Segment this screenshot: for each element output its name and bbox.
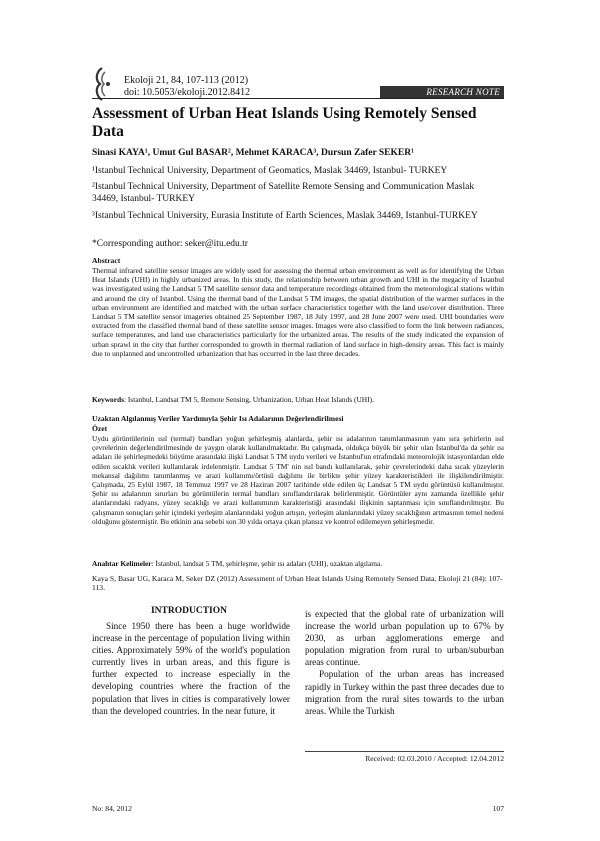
turkish-keywords xyxy=(92,559,504,568)
affiliation-2: ²Istanbul Technical University, Department of Satellite Remote Sensing and Communication Maslak 34469, Istanbul- TURKEY xyxy=(92,182,475,204)
footer-issue: No: 84, 2012 xyxy=(92,804,132,813)
abstract-keywords xyxy=(92,395,504,404)
citation: Kaya S, Basar UG, Karaca M, Seker DZ (2012) Assessment of Urban Heat Islands Using Remotely Sensed Data. Ekoloji 21 (84): 107-113. xyxy=(92,574,503,593)
turkish-title: Uzaktan Algılanmış Veriler Yardımıyla Şehir Isı Adalarının Değerlendirilmesi xyxy=(92,414,344,423)
article-type-badge: RESEARCH NOTE xyxy=(380,86,504,98)
intro-paragraph-2: Population of the urban areas has increased rapidly in Turkey within the past three decades due to migration from the rural sites towards to the urban areas. While the Turkish xyxy=(305,669,504,716)
anahtar-kelimeler-list: : İstanbul, landsat 5 TM, şehirleşme, şehir ısı adaları (UHI), uzaktan algılama. xyxy=(151,559,383,568)
article-title: Assessment of Urban Heat Islands Using Remotely Sensed Data xyxy=(92,105,477,140)
affiliation-3: ³Istanbul Technical University, Eurasia Institute of Earth Sciences, Maslak 34469, Istanbul-TURKEY xyxy=(92,211,478,221)
intro-paragraph-1-cont: is expected that the global rate of urbanization will increase the world urban population up to 67% by 2030, as urban agglomerations emerge and population migration from rural to urban/suburban areas continue. xyxy=(305,609,504,668)
ozet-heading: Özet xyxy=(92,424,108,433)
header-rule xyxy=(92,98,504,99)
journal-logo-icon xyxy=(92,66,112,102)
anahtar-kelimeler-label: Anahtar Kelimeler xyxy=(92,559,152,568)
page-number: 107 xyxy=(492,804,504,813)
turkish-abstract-text: Uydu görüntülerinin ısıl (termal) bandları yoğun şehirleşmiş alanlarda, şehir ısı adalarının tanımlanmasının yanı sıra şehirlerin ısıl çevrelerinin değerlendirilmesinde de yaygın olarak kullanılmaktadır. Bu çalışmada, oldukça büyük bir şehir olan İstanbul'da da şehir ısı adaları ile şehirleşmedeki büyüme arasındaki ilişki Landsat 5 TM uydu verileri ve İstanbul'un etrafındaki meteorolojik istasyonlardan elde edilen sıcaklık verileri kullanılarak irdelenmiştir. Landsat 5 TM' nin ısıl bandı kullanılarak, şehir çevrelerindeki daha sıcak yüzeylerin mekansal dağılımı tanımlanmış ve arazi kullanımı/örtüsü dağılımı ile birlikte şehir yüzey karakteristikleri ile ilişkilendirilmiştir. Çalışmada, 25 Eylül 1987, 18 Temmuz 1997 ve 28 Haziran 2007 tarihinde elde edilen üç Landsat 5 TM uydu görüntüsü kullanılmıştır. Şehir ısı adalarının sınırları bu görüntülerin termal bandları sınıflandırılarak belirlenmiştir. Görüntüler aynı zamanda özellikle şehir alanlarındaki radyans, yüzey sıcaklığı ve arazi kullanımının karakteristiği arasındaki ilişkinin saptanması için sınıflandırılmıştır. Bu çalışmanın sonuçları şehir içindeki yerleşim alanlarındaki yoğun artışın, yerleşim alanlarındaki yüzey sıcaklığının artmasının temel nedeni olduğunu göstermiştir. Bu etkinin ana sebebi son 30 yılda ortaya çıkan plansız ve kontrol edilemeyen şehirleşmedir. xyxy=(92,434,504,526)
intro-paragraph-1: Since 1950 there has been a huge worldwide increase in the percentage of population living within cities. Approximately 59% of the world's population currently lives in urban areas, and this figure is further expected to increase especially in the developing countries where the fraction of the population that lives in cities is comparatively lower than the developed countries. In the near future, it xyxy=(92,621,290,716)
doi-line: doi: 10.5053/ekoloji.2012.8412 xyxy=(124,87,251,98)
introduction-heading: INTRODUCTION xyxy=(150,606,227,616)
author-list: Sinasi KAYA¹, Umut Gul BASAR², Mehmet KARACA³, Dursun Zafer SEKER¹ xyxy=(92,148,414,158)
affiliation-1: ¹Istanbul Technical University, Department of Geomatics, Maslak 34469, Istanbul- TURKEY xyxy=(92,166,448,176)
keywords-list: : Istanbul, Landsat TM 5, Remote Sensing, Urbanization, Urban Heat Islands (UHI). xyxy=(124,395,374,404)
keywords-label: Keywords xyxy=(92,395,125,404)
received-rule xyxy=(305,751,504,752)
abstract-heading: Abstract xyxy=(92,256,121,265)
intro-column-1 xyxy=(92,620,290,717)
received-accepted-dates: Received: 02.03.2010 / Accepted: 12.04.2012 xyxy=(365,754,504,763)
journal-citation-line: Ekoloji 21, 84, 107-113 (2012) xyxy=(124,75,249,86)
corresponding-author: *Corresponding author: seker@itu.edu.tr xyxy=(92,239,248,249)
intro-column-2 xyxy=(305,608,504,717)
abstract-text: Thermal infrared satellite sensor images are widely used for assessing the thermal urban environment as well as for identifying the Urban Heat Islands (UHI) in highly urbanized areas. In this study, the relationship between urban growth and UHI in the megacity of Istanbul was investigated using the Landsat 5 TM satellite sensor data and temperature recordings obtained from the meteorological stations within and around the city of Istanbul. Using the thermal band of the Landsat 5 TM images, the spatial distribution of the warmer surfaces in the urban environment are identified and matched with the urban surface characteristics together with the land use/cover distribution. Three Landsat 5 TM satellite sensor imageries obtained 25 September 1987, 18 July 1997, and 28 June 2007 were used. UHI boundaries were extracted from the classified thermal band of these satellite sensor images. Images were also classified to form the link between radiances, surface temperatures, and land use characteristics particularly for the urbanized areas. The results of the study indicated the expansion of urban sprawl in the city that further corresponded to growth in thermal radiation of land surface in high-density areas. This fact is mainly due to unplanned and uncontrolled urbanization that has occurred in the last three decades. xyxy=(92,266,504,358)
